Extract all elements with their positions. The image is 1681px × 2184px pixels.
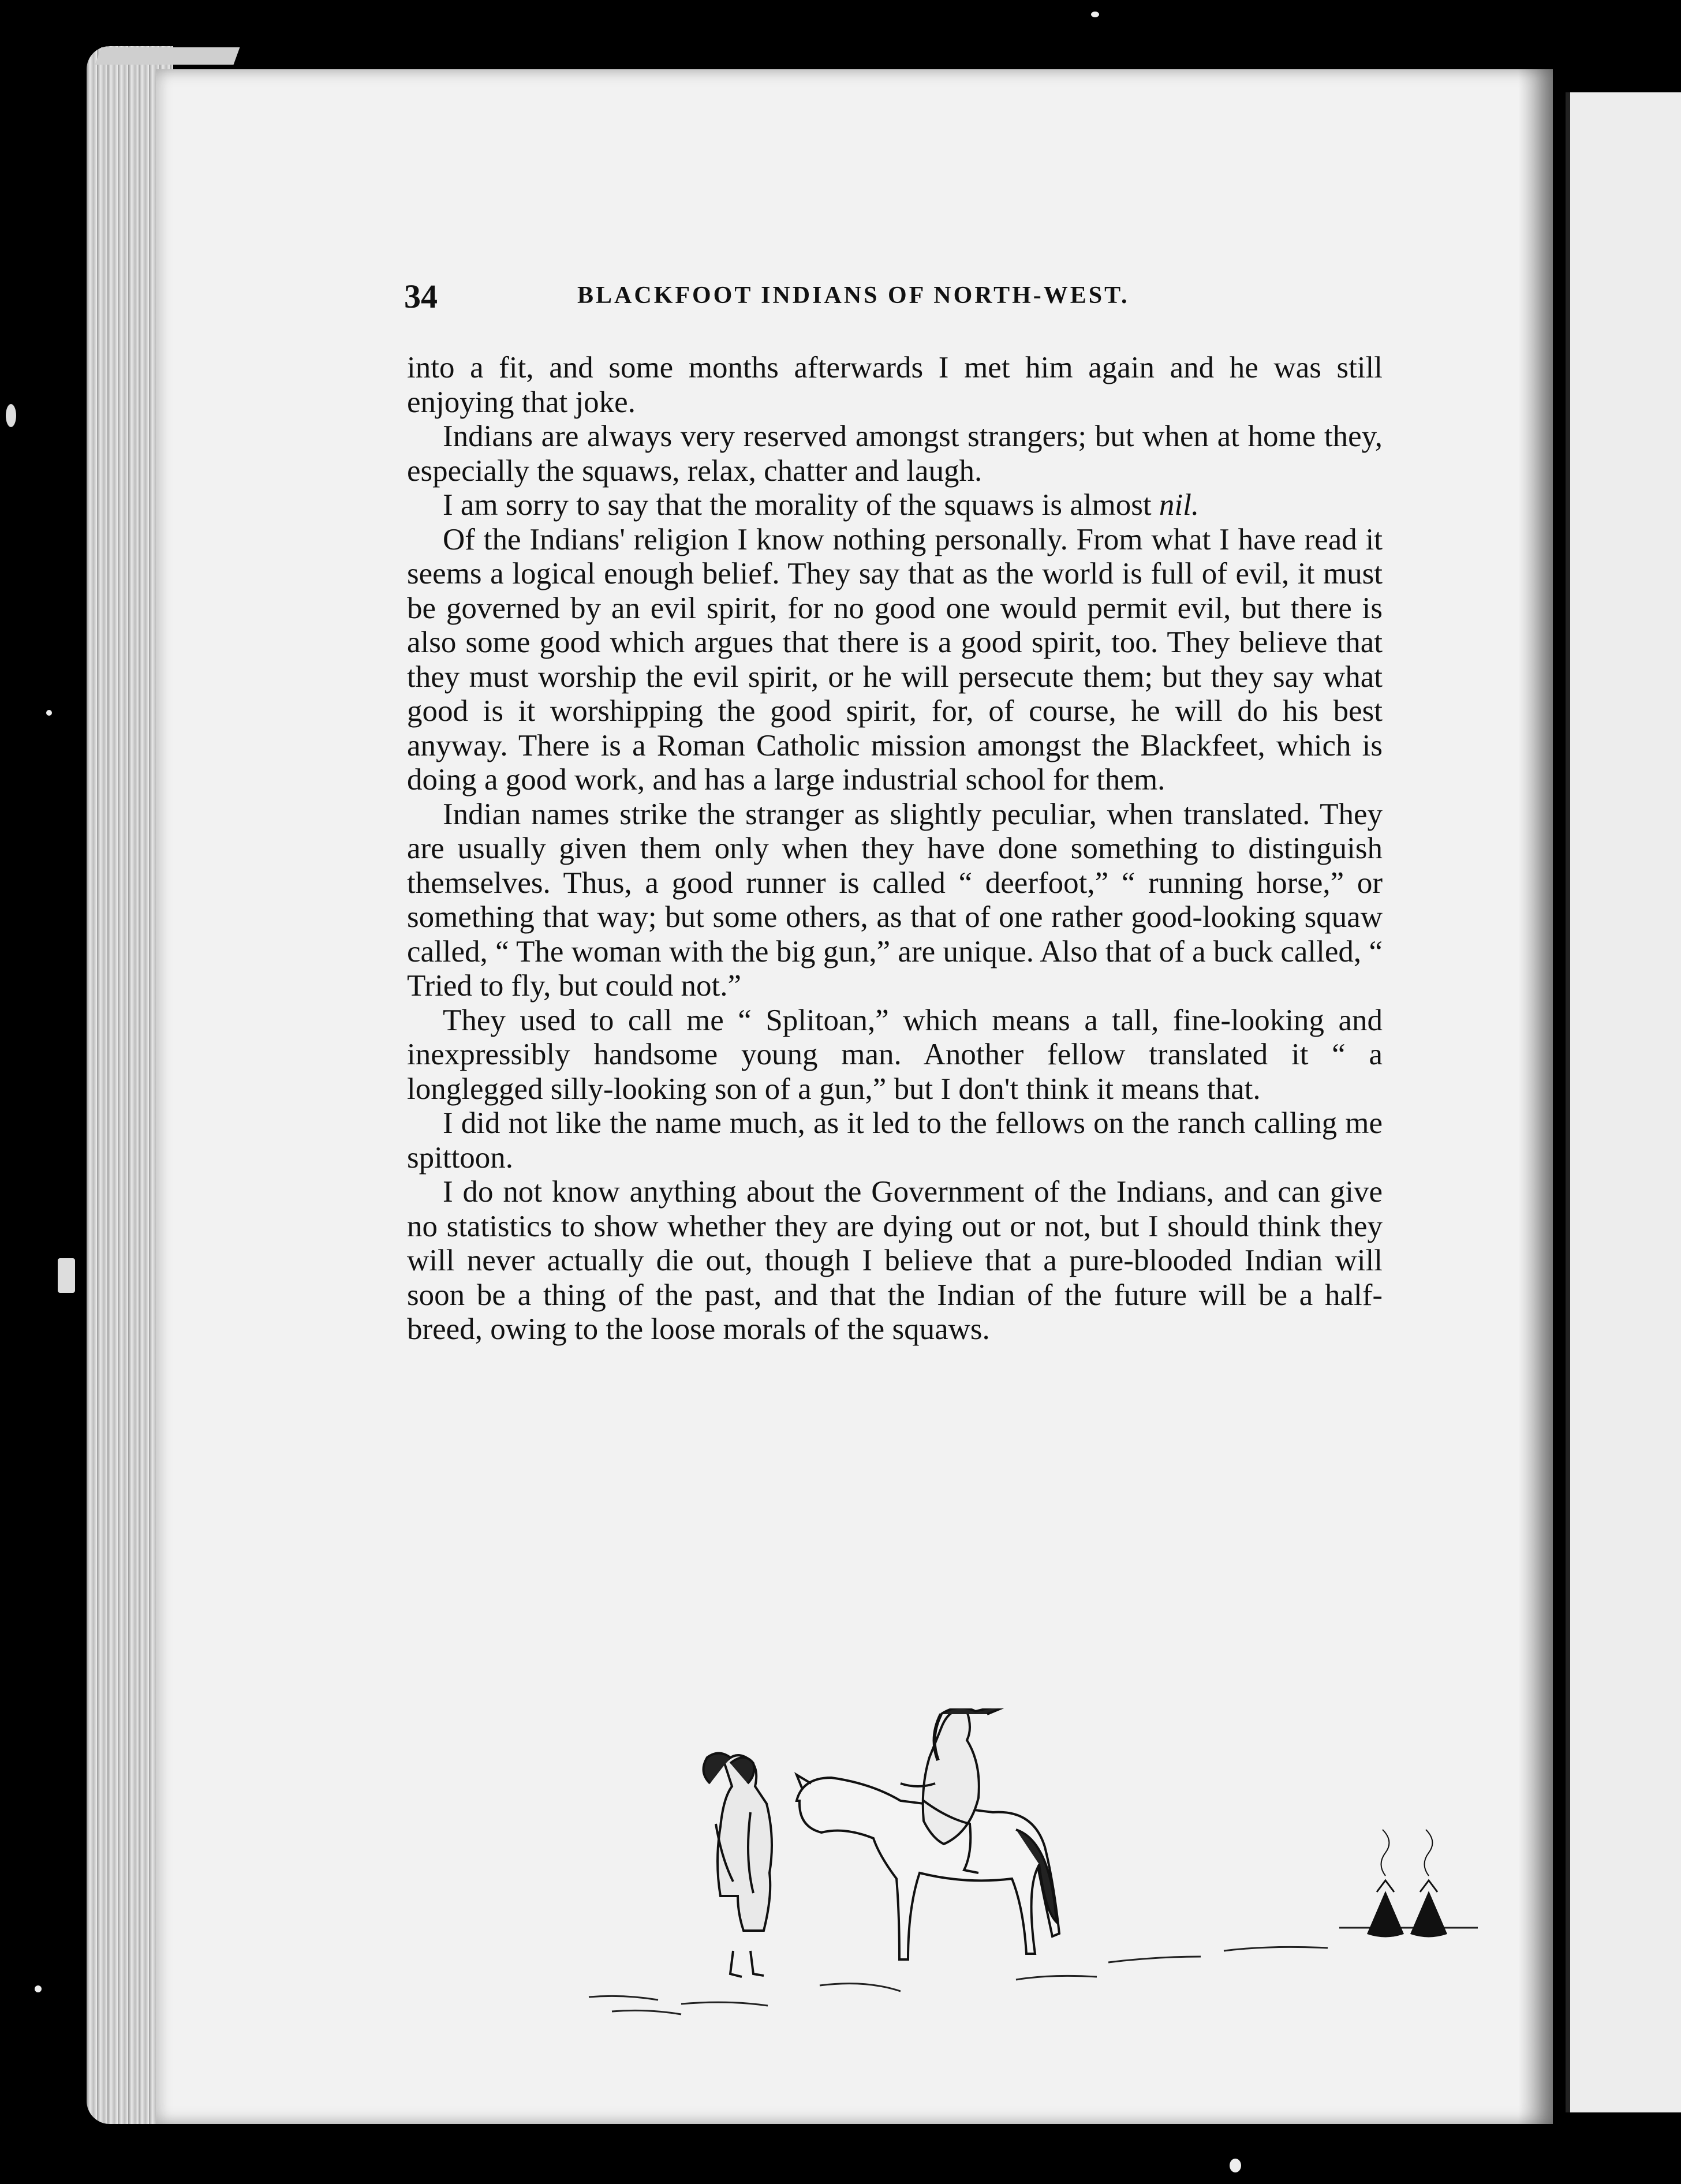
tepee-pair bbox=[1368, 1830, 1446, 1936]
scan-speck bbox=[35, 1985, 42, 1992]
body-text bbox=[407, 351, 1383, 1347]
paragraph: Indian names strike the stranger as slightly peculiar, when translated. They are usually given them only when they have done something to distinguish themselves. Thus, a good runner is called “ deerfoot,” “ running horse,” or something that way; but some others, as that of one rather good-looking squaw called, “ The woman with the big gun,” are unique. Also that of a buck called, “ Tried to fly, but could not.” bbox=[407, 797, 1383, 1003]
paragraph: Indians are always very reserved amongst strangers; but when at home they, especially the squaws, relax, chatter and laugh. bbox=[407, 420, 1383, 488]
horse-and-rider bbox=[797, 1708, 1059, 1959]
paragraph bbox=[407, 488, 1383, 523]
scan-speck bbox=[46, 710, 52, 716]
page-header bbox=[404, 277, 1397, 317]
paragraph: Of the Indians' religion I know nothing personally. From what I have read it seems a logical enough belief. They say that as the world is full of evil, it must be governed by an evil spirit, for no good one would permit evil, but there is also some good which argues that there is a good spirit, too. They believe that they must worship the evil spirit, or he will persecute them; but they say what good is it worshipping the good spirit, for, of course, he will do his best anyway. There is a Roman Catholic mission amongst the Blackfeet, which is doing a good work, and has a large industrial school for them. bbox=[407, 522, 1383, 796]
ink-sketch-illustration bbox=[577, 1708, 1501, 2032]
squaw-figure bbox=[704, 1753, 772, 1977]
book-cover-edge bbox=[95, 47, 240, 65]
scan-speck bbox=[58, 1258, 75, 1293]
scan-speck bbox=[6, 404, 16, 427]
running-head: BLACKFOOT INDIANS OF NORTH-WEST. bbox=[577, 282, 1130, 309]
paragraph-text: I am sorry to say that the morality of the squaws is almost bbox=[443, 488, 1152, 522]
page-gutter-shadow bbox=[1518, 69, 1553, 2124]
page-number: 34 bbox=[404, 278, 438, 315]
paragraph: They used to call me “ Splitoan,” which means a tall, fine-looking and inexpressibly handsome young man. Another fellow translated it “ a longlegged silly-looking son of a gun,” but I don't think it means that. bbox=[407, 1003, 1383, 1106]
facing-page-edge bbox=[1566, 92, 1681, 2112]
scan-speck bbox=[1091, 12, 1099, 17]
paragraph: into a fit, and some months afterwards I met him again and he was still enjoying that joke. bbox=[407, 351, 1383, 419]
paragraph: I did not like the name much, as it led to the fellows on the ranch calling me spittoon. bbox=[407, 1106, 1383, 1175]
scan-speck bbox=[1230, 2159, 1241, 2172]
paragraph: I do not know anything about the Government of the Indians, and can give no statistics to show whether they are dying out or not, but I should think they will never actually die out, though I believe that a pure-blooded Indian will soon be a thing of the past, and that the Indian of the future will be a half-breed, owing to the loose morals of the squaws. bbox=[407, 1175, 1383, 1346]
italic-word: nil. bbox=[1159, 488, 1200, 522]
